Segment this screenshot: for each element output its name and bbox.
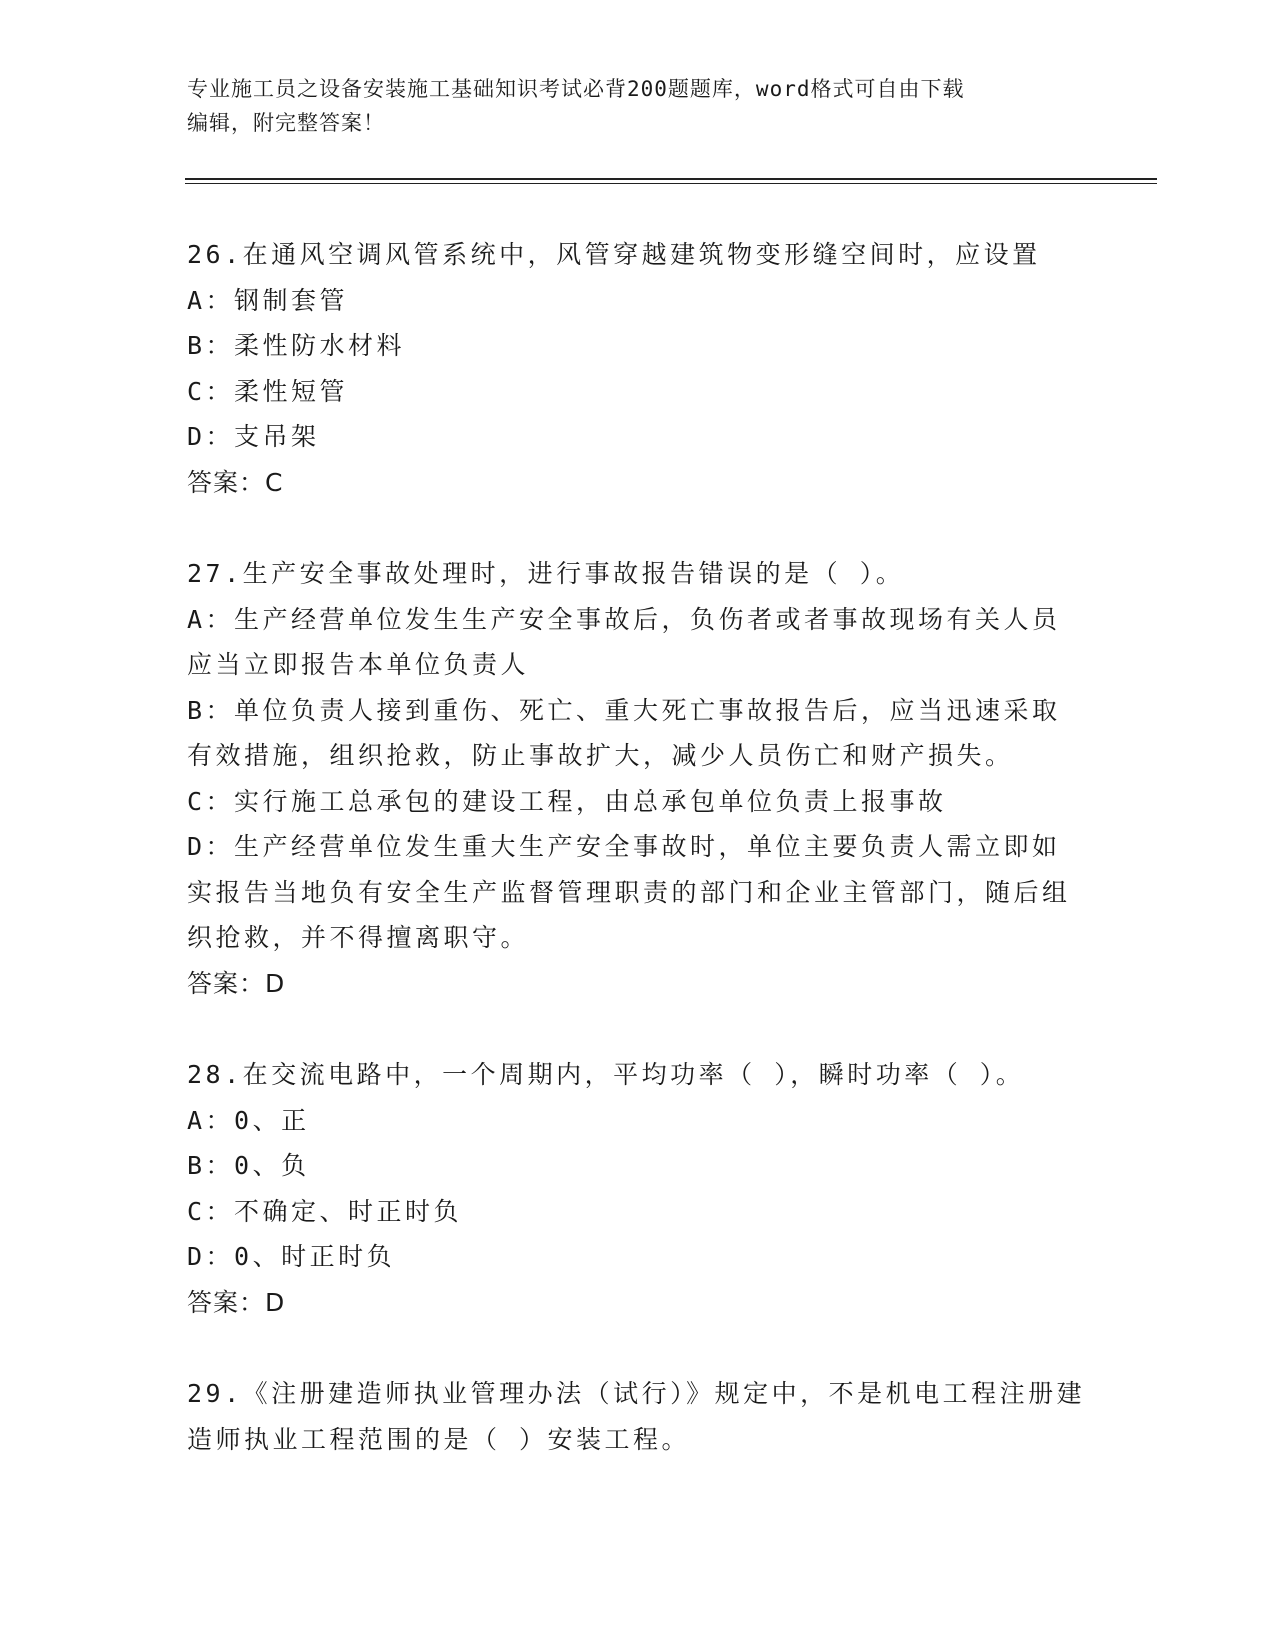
option-c: C：实行施工总承包的建设工程，由总承包单位负责上报事故 (187, 786, 947, 816)
option-d: D：支吊架 (187, 422, 320, 451)
option-c: C：不确定、时正时负 (187, 1196, 463, 1226)
answer-text: 答案：D (187, 1287, 286, 1317)
question-27 (187, 551, 1087, 1006)
answer-text: 答案：D (187, 968, 286, 998)
question-stem: 28.在交流电路中，一个周期内，平均功率（ ），瞬时功率（ ）。 (187, 1060, 1025, 1089)
header-rule-top (185, 178, 1157, 180)
question-28 (187, 1052, 1087, 1325)
question-list (187, 232, 1087, 1508)
option-d: D：生产经营单位发生重大生产安全事故时，单位主要负责人需立即如实报告当地负有安全生产监督管理职责的部门和企业主管部门，随后组织抢救，并不得擅离职守。 (187, 832, 1071, 952)
header-line-2: 编辑，附完整答案！ (187, 111, 385, 135)
answer-text: 答案：C (187, 467, 284, 497)
header-rule-bottom (185, 183, 1157, 184)
option-a: A：生产经营单位发生生产安全事故后，负伤者或者事故现场有关人员应当立即报告本单位负责人 (187, 604, 1061, 679)
option-a: A：0、正 (187, 1105, 310, 1135)
option-b: B：单位负责人接到重伤、死亡、重大死亡事故报告后，应当迅速采取有效措施，组织抢救，防止事故扩大，减少人员伤亡和财产损失。 (187, 695, 1061, 770)
question-stem: 26.在通风空调风管系统中，风管穿越建筑物变形缝空间时，应设置 (187, 240, 1041, 269)
option-b: B：柔性防水材料 (187, 331, 406, 360)
question-26 (187, 232, 1087, 505)
question-stem: 27.生产安全事故处理时，进行事故报告错误的是（ ）。 (187, 559, 905, 588)
option-a: A：钢制套管 (187, 285, 349, 315)
document-header (187, 72, 1067, 140)
option-b: B：0、负 (187, 1151, 310, 1180)
header-line-1: 专业施工员之设备安装施工基础知识考试必背200题题库，word格式可自由下载 (187, 77, 965, 101)
option-c: C：柔性短管 (187, 376, 349, 406)
option-d: D：0、时正时负 (187, 1242, 396, 1271)
question-29 (187, 1371, 1087, 1462)
question-stem: 29.《注册建造师执业管理办法（试行）》规定中，不是机电工程注册建造师执业工程范围的是（ ）安装工程。 (187, 1379, 1086, 1454)
